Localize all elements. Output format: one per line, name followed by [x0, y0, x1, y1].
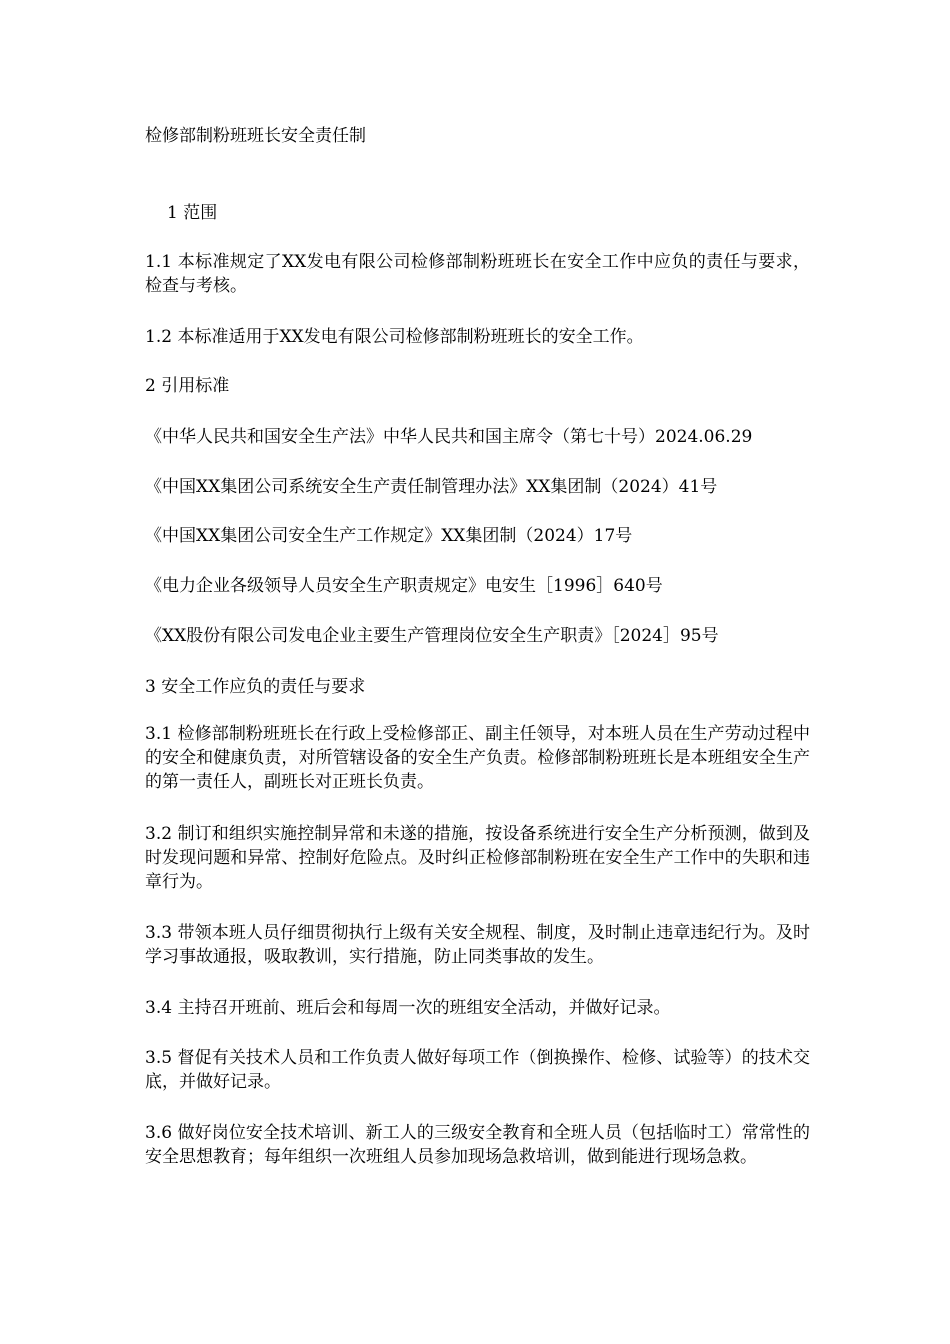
reference-item: 《中国XX集团公司系统安全生产责任制管理办法》XX集团制（2024）41号 [145, 477, 718, 497]
paragraph-3-3: 3.3 带领本班人员仔细贯彻执行上级有关安全规程、制度，及时制止违章违纪行为。及时学习事故通报，吸取教训，实行措施，防止同类事故的发生。 [145, 923, 810, 967]
paragraph-3-4: 3.4 主持召开班前、班后会和每周一次的班组安全活动，并做好记录。 [145, 998, 671, 1018]
section-2-heading: 2 引用标准 [145, 376, 230, 396]
reference-item: 《中华人民共和国安全生产法》中华人民共和国主席令（第七十号）2024.06.29 [145, 427, 753, 447]
section-3-heading: 3 安全工作应负的责任与要求 [145, 677, 366, 697]
paragraph-3-6: 3.6 做好岗位安全技术培训、新工人的三级安全教育和全班人员（包括临时工）常常性的安全思想教育；每年组织一次班组人员参加现场急救培训，做到能进行现场急救。 [145, 1123, 810, 1167]
reference-item: 《中国XX集团公司安全生产工作规定》XX集团制（2024）17号 [145, 526, 633, 546]
document-title: 检修部制粉班班长安全责任制 [145, 126, 366, 146]
paragraph-3-1: 3.1 检修部制粉班班长在行政上受检修部正、副主任领导，对本班人员在生产劳动过程中的安全和健康负责，对所管辖设备的安全生产负责。检修部制粉班班长是本班组安全生产的第一责任人，副班长对正班长负责。 [145, 724, 810, 792]
paragraph-1-1: 1.1 本标准规定了XX发电有限公司检修部制粉班班长在安全工作中应负的责任与要求，检查与考核。 [145, 252, 810, 296]
paragraph-3-5: 3.5 督促有关技术人员和工作负责人做好每项工作（倒换操作、检修、试验等）的技术交底，并做好记录。 [145, 1048, 810, 1092]
reference-item: 《电力企业各级领导人员安全生产职责规定》电安生［1996］640号 [145, 576, 663, 596]
reference-item: 《XX股份有限公司发电企业主要生产管理岗位安全生产职责》［2024］95号 [145, 626, 719, 646]
paragraph-3-2: 3.2 制订和组织实施控制异常和未遂的措施，按设备系统进行安全生产分析预测，做到及时发现问题和异常、控制好危险点。及时纠正检修部制粉班在安全生产工作中的失职和违章行为。 [145, 824, 810, 892]
section-1-heading: 1 范围 [167, 203, 218, 223]
paragraph-1-2: 1.2 本标准适用于XX发电有限公司检修部制粉班班长的安全工作。 [145, 327, 644, 347]
